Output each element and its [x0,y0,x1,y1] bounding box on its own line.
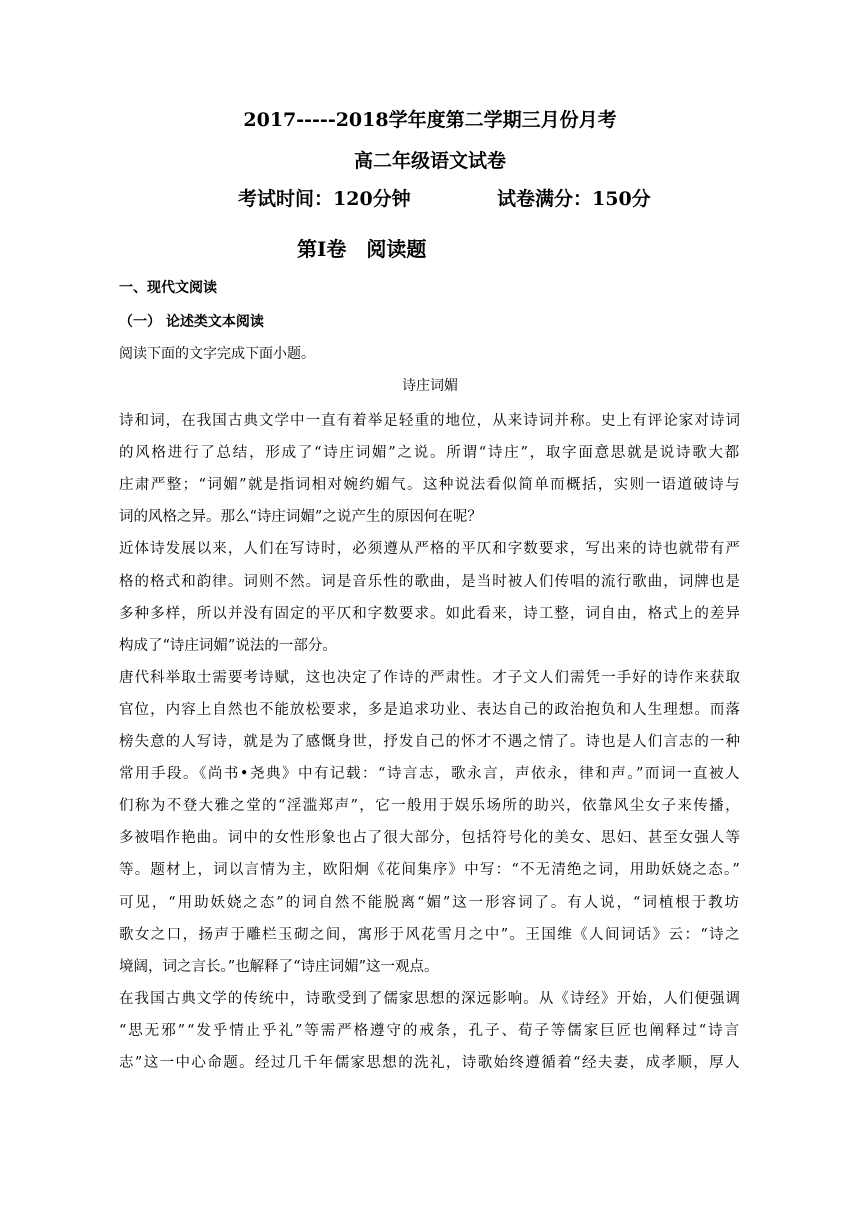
instruction-text: 阅读下面的文字完成下面小题。 [119,346,315,362]
article-line: 唐代科举取士需要考诗赋，这也决定了作诗的严肃性。才子文人们需凭一手好的诗作来获取 [119,669,741,686]
article-line: 等。题材上，词以言情为主，欧阳炯《花间集序》中写：“不无清绝之词，用助妖娆之态。” [119,862,741,879]
article-line: 多被唱作艳曲。词中的女性形象也占了很大部分，包括符号化的美女、思妇、甚至女强人等 [119,830,741,847]
article-line: 在我国古典文学的传统中，诗歌受到了儒家思想的深远影响。从《诗经》开始，人们便强调 [119,990,741,1007]
article-line: 可见，“用助妖娆之态”的词自然不能脱离“媚”这一形容词了。有人说，“词植根于教坊 [119,894,741,911]
article-line: 境阔，词之言长。”也解释了“诗庄词媚”这一观点。 [119,958,439,975]
section-title: 第Ⅰ卷 阅读题 [297,237,427,261]
exam-subtitle: 高二年级语文试卷 [353,150,506,172]
article-line: 庄肃严整；“词媚”就是指词相对婉约媚气。这种说法看似简单而概括，实则一语道破诗与 [119,477,741,494]
article-line: 常用手段。《尚书•尧典》中有记载：“诗言志，歌永言，声依永，律和声。”而词一直被人 [119,766,741,783]
article-title: 诗庄词媚 [402,378,458,394]
part-heading: 一、现代文阅读 [119,280,217,296]
subpart-heading: （一） 论述类文本阅读 [119,314,264,330]
article-line: 多种多样，所以并没有固定的平仄和字数要求。如此看来，诗工整，词自由，格式上的差异 [119,605,741,622]
article-line: 的风格进行了总结，形成了“诗庄词媚”之说。所谓“诗庄”，取字面意思就是说诗歌大都 [119,445,741,462]
exam-time: 考试时间：120分钟 [238,188,411,210]
exam-title: 2017-----2018学年度第二学期三月份月考 [243,109,617,131]
article-line: 格的格式和韵律。词则不然。词是音乐性的歌曲，是当时被人们传唱的流行歌曲，词牌也是 [119,573,741,590]
article-line: 近体诗发展以来，人们在写诗时，必须遵从严格的平仄和字数要求，写出来的诗也就带有严 [119,541,741,558]
article-line: 词的风格之异。那么“诗庄词媚”之说产生的原因何在呢？ [119,509,482,526]
article-line: “思无邪”“发乎情止乎礼”等需严格遵守的戒条，孔子、荀子等儒家巨匠也阐释过“诗言 [119,1022,741,1039]
full-score: 试卷满分：150分 [497,188,651,210]
article-line: 志”这一中心命题。经过几千年儒家思想的洗礼，诗歌始终遵循着“经夫妻，成孝顺，厚人 [119,1055,741,1071]
article-line: 歌女之口，扬声于雕栏玉砌之间，寓形于风花雪月之中”。王国维《人间词话》云：“诗之 [119,926,741,943]
article-line: 诗和词，在我国古典文学中一直有着举足轻重的地位，从来诗词并称。史上有评论家对诗词 [119,413,741,429]
article-line: 构成了“诗庄词媚”说法的一部分。 [119,637,337,654]
article-line: 们称为不登大雅之堂的“淫滥郑声”，它一般用于娱乐场所的助兴，依靠风尘女子来传播， [119,798,741,815]
article-line: 榜失意的人写诗，就是为了感慨身世，抒发自己的怀才不遇之情了。诗也是人们言志的一种 [119,734,741,750]
article-line: 官位，内容上自然也不能放松要求，多是追求功业、表达自己的政治抱负和人生理想。而落 [119,701,741,718]
